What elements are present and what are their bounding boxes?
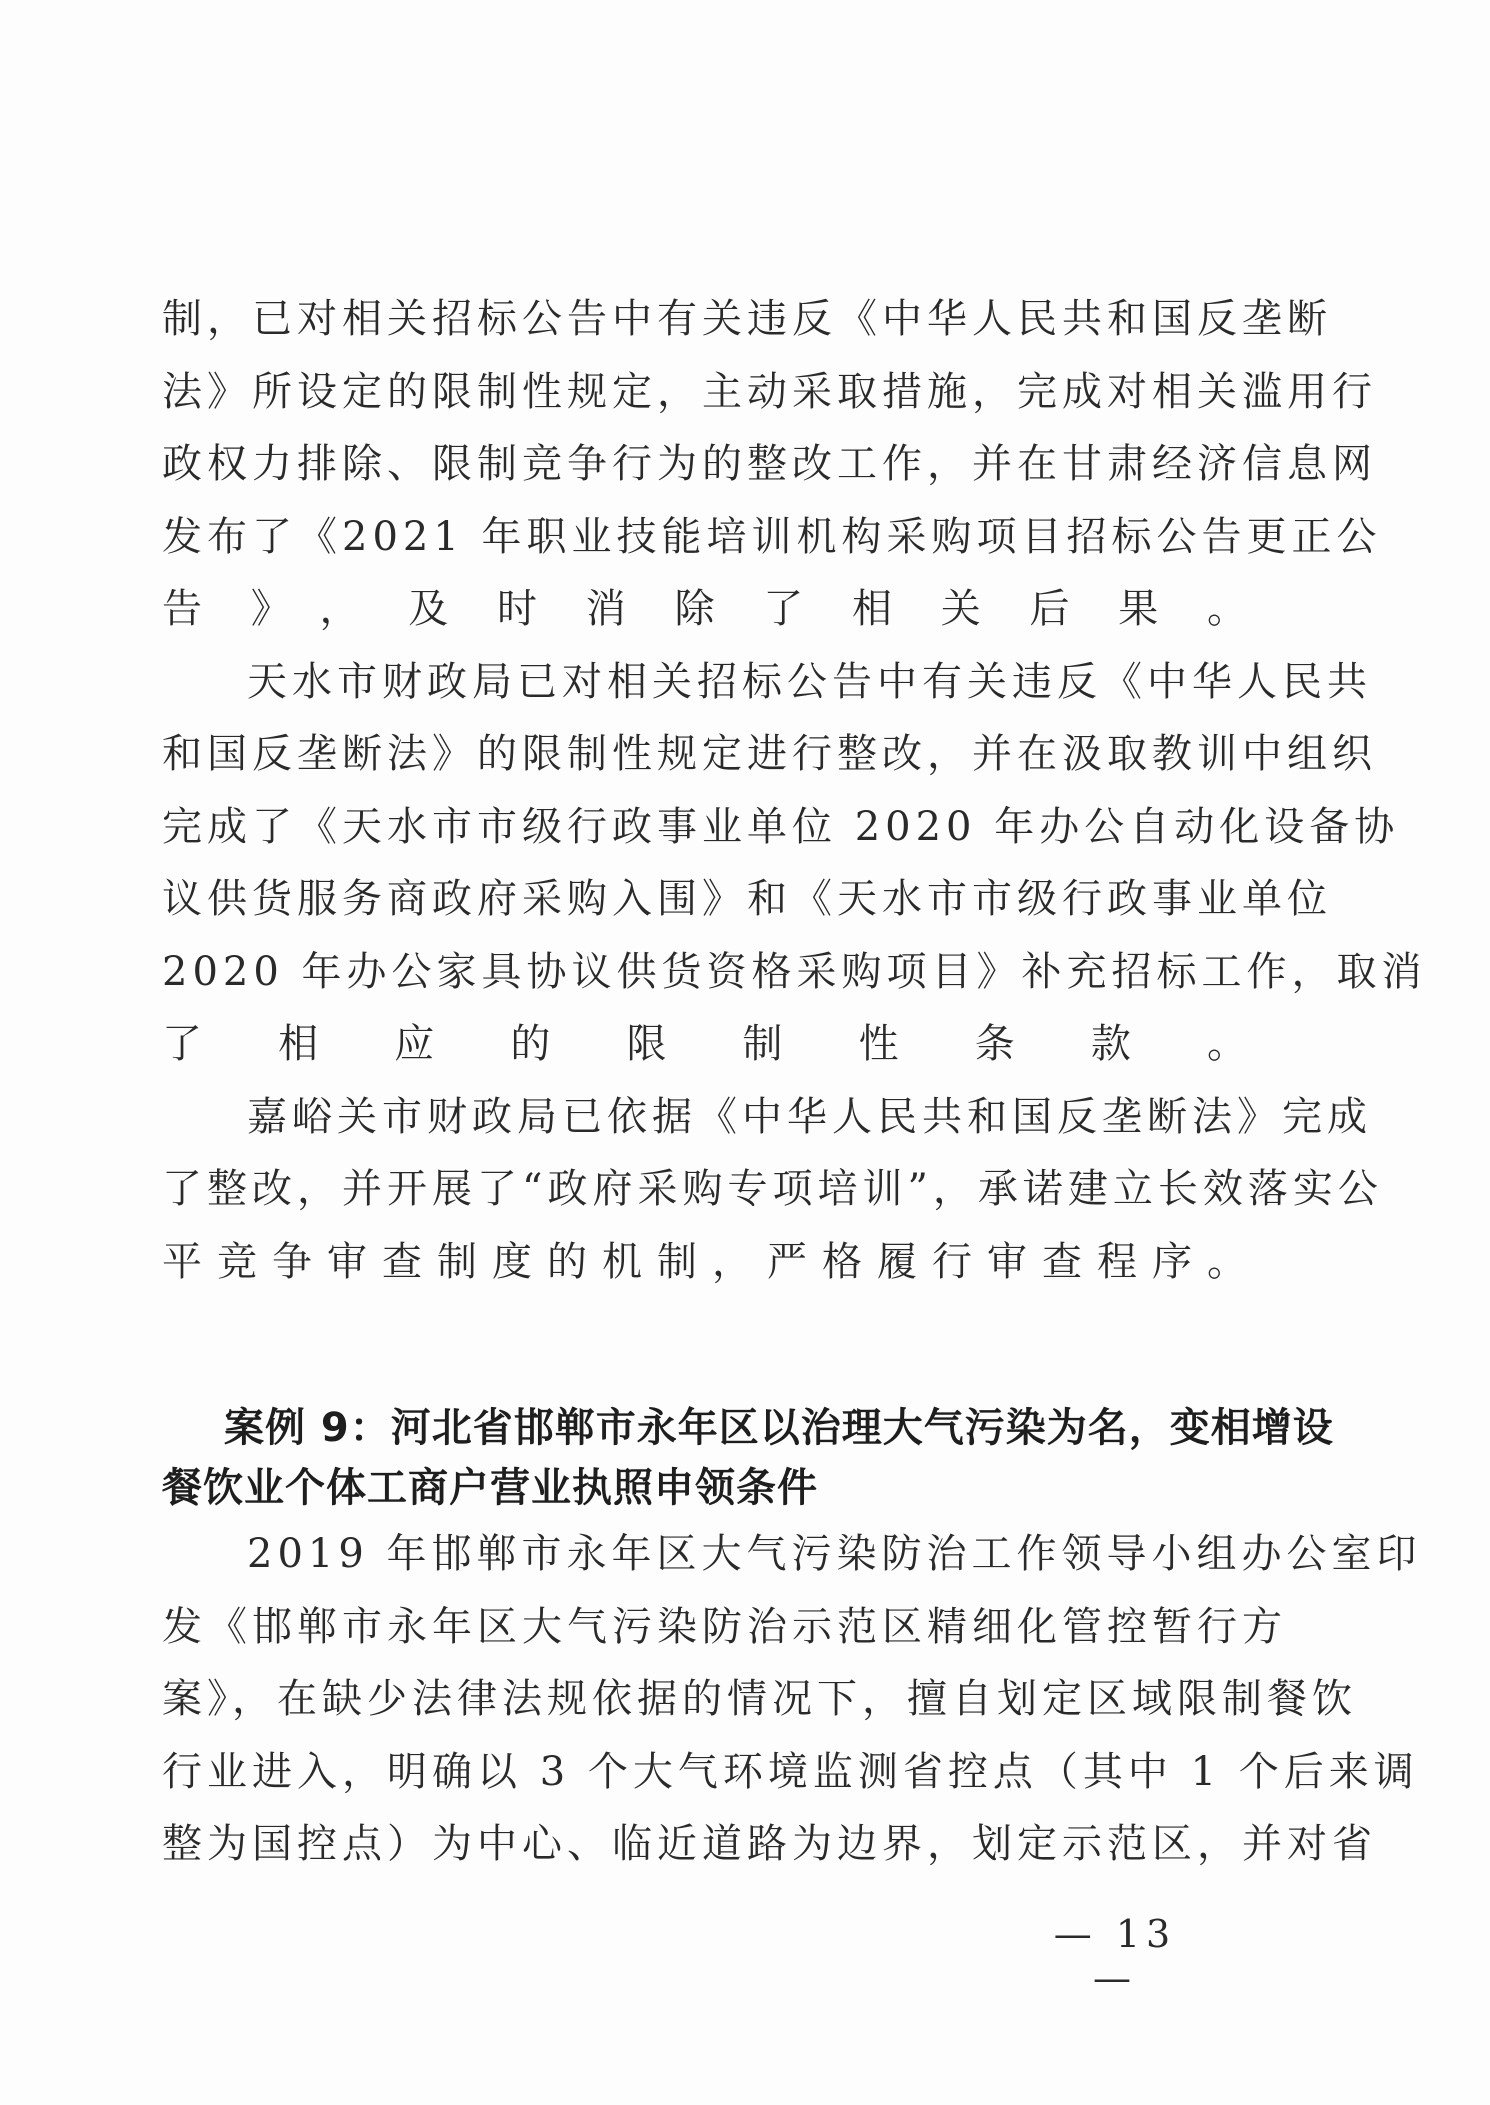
text-line: 制，已对相关招标公告中有关违反《中华人民共和国反垄断 [162,296,1332,342]
case-heading-line: 餐饮业个体工商户营业执照申领条件 [162,1465,818,1511]
page-content [162,283,1427,1881]
text-line: 告》，及时消除了相关后果。 [162,586,1252,632]
text-line: 天水市财政局已对相关招标公告中有关违反《中华人民共 [247,658,1372,705]
text-line: 法》所设定的限制性规定，主动采取措施，完成对相关滥用行 [162,368,1377,415]
text-line: 发《邯郸市永年区大气污染防治示范区精细化管控暂行方 [162,1603,1287,1650]
text-line: 议供货服务商政府采购入围》和《天水市市级行政事业单位 [162,876,1332,922]
text-line: 完成了《天水市市级行政事业单位 2020 年办公自动化设备协 [162,803,1400,850]
paragraph-2 [162,646,1427,1081]
text-line: 整为国控点）为中心、临近道路为边界，划定示范区，并对省 [162,1821,1377,1867]
case-heading [162,1398,1334,1518]
page-number: — 13 — [1053,1912,1177,2000]
text-line: 政权力排除、限制竞争行为的整改工作，并在甘肃经济信息网 [162,441,1377,487]
paragraph-4 [162,1518,1422,1881]
text-line: 2020 年办公家具协议供货资格采购项目》补充招标工作，取消 [162,948,1427,995]
text-line: 嘉峪关市财政局已依据《中华人民共和国反垄断法》完成 [247,1093,1372,1140]
text-line: 案》，在缺少法律法规依据的情况下，擅自划定区域限制餐饮 [162,1676,1357,1722]
text-line: 了整改，并开展了“政府采购专项培训”，承诺建立长效落实公 [162,1166,1383,1212]
text-line: 2019 年邯郸市永年区大气污染防治工作领导小组办公室印 [247,1531,1422,1577]
text-line: 了相应的限制性条款。 [162,1021,1252,1067]
paragraph-3 [162,1081,1383,1299]
case-heading-line: 案例 9：河北省邯郸市永年区以治理大气污染为名，变相增设 [224,1405,1334,1451]
paragraph-1 [162,283,1382,646]
text-line: 平竞争审查制度的机制，严格履行审查程序。 [162,1238,1252,1285]
text-line: 和国反垄断法》的限制性规定进行整改，并在汲取教训中组织 [162,731,1377,777]
text-line: 发布了《2021 年职业技能培训机构采购项目招标公告更正公 [162,513,1382,560]
text-line: 行业进入，明确以 3 个大气环境监测省控点（其中 1 个后来调 [162,1748,1419,1795]
